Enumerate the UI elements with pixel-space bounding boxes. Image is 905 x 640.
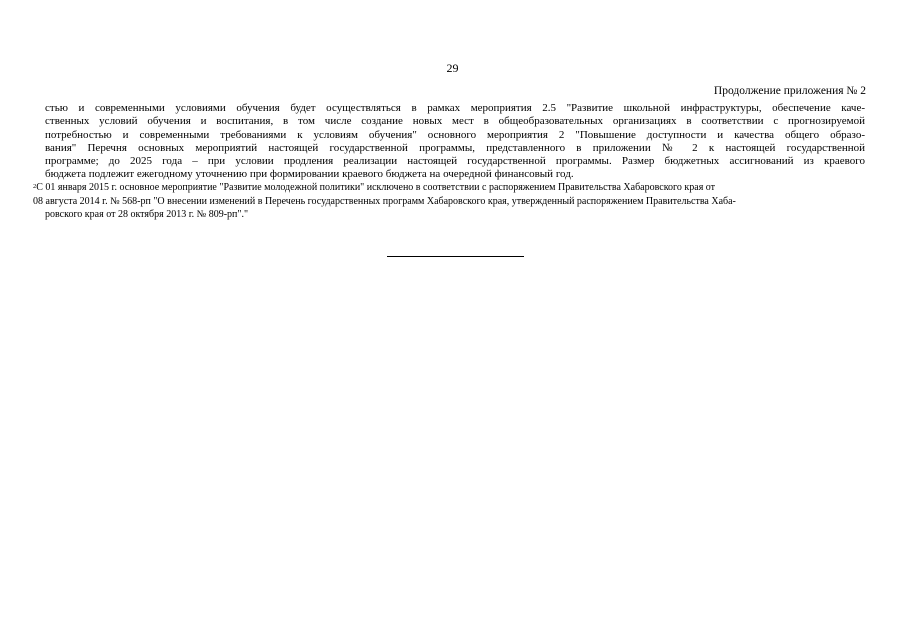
body-line: стью и современными условиями обучения будет осуществляться в рамках мероприятия 2.5 "Развитие школьной инфраструктуры, обеспечение каче- xyxy=(45,102,865,114)
footnote xyxy=(33,181,871,222)
body-line: программе; до 2025 года – при условии продления реализации настоящей государственной программы. Размер бюджетных ассигнований из краевого xyxy=(45,155,865,168)
footnote-marker: 2 xyxy=(33,183,37,190)
document-end-separator xyxy=(387,256,524,257)
body-line: вания" Перечня основных мероприятий настоящей государственной программы, представленного в приложении № 2 к настоящей государственной xyxy=(45,141,865,154)
footnote-line: ровского края от 28 октября 2013 г. № 809-рп"." xyxy=(45,209,249,220)
footnote-text: С 01 января 2015 г. основное мероприятие "Развитие молодежной политики" исключено в соответствии с распоряжением Правительства Хабаровского края от xyxy=(36,182,716,193)
page-number: 29 xyxy=(446,61,459,75)
body-paragraph xyxy=(45,102,865,182)
body-line: ственных условий обучения и воспитания, в том числе создание новых мест в общеобразовательных организациях в соответствии с прогнозируемой xyxy=(45,115,865,128)
footnote-line: 08 августа 2014 г. № 568-рп "О внесении изменений в Перечень государственных программ Хабаровского края, утвержденный распоряжением Правительства Хаба- xyxy=(33,195,736,207)
body-line: бюджета подлежит ежегодному уточнению при формировании краевого бюджета на очередной финансовый год. xyxy=(45,168,574,181)
footnote-line xyxy=(33,181,871,195)
body-line: потребностью и современными требованиями к условиям обучения" основного мероприятия 2 "Повышение доступности и качества общего образо- xyxy=(45,128,865,141)
appendix-continuation-note: Продолжение приложения № 2 xyxy=(713,85,866,97)
